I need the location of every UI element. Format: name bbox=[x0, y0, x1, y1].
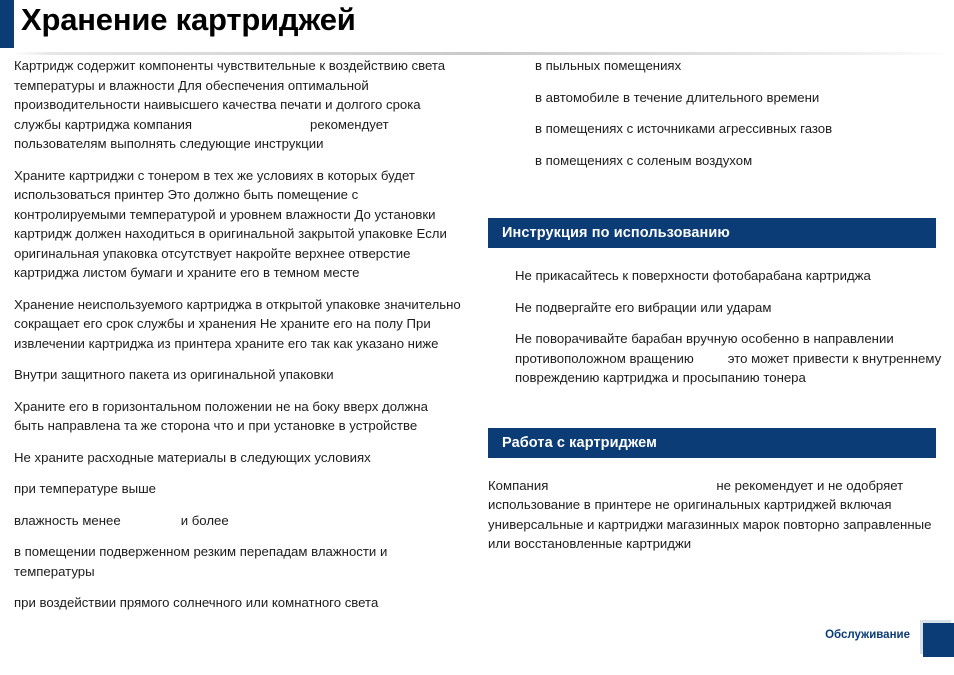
sublist-item-dusty-rooms: в пыльных помещениях bbox=[535, 58, 682, 73]
page-title: Хранение картриджей bbox=[21, 2, 356, 37]
sublist-item-humidity bbox=[14, 511, 414, 531]
sublist-item-salty-air: в помещениях с соленым воздухом bbox=[535, 152, 753, 168]
sublist-item-corrosive-gases: в помещениях с источниками агрессивных газов bbox=[535, 121, 833, 136]
handling-paragraph-text-before: Компания bbox=[488, 477, 549, 493]
paragraph-storage-conditions: Храните картриджи с тонером в тех же условиях в которых будет использоваться принтер Это должно быть помещение с контролируемыми температурой и уровнем влажности До установки картридж должен находиться в оригинальной закрытой упаковке Если оригинальная упаковка отсутствует накройте верхнее отверстие картриджа листом бумаги и храните его в темном месте bbox=[14, 167, 447, 280]
sublist-item-fluctuations: в помещении подверженном резким перепадам влажности и температуры bbox=[14, 544, 388, 579]
left-column bbox=[14, 56, 474, 613]
handling-paragraph-text-after: не рекомендует и не одобряет использование в принтере не оригинальных картриджей включая универсальные и картриджи магазинных марок повторно заправленные или восстановленные картриджи bbox=[488, 477, 932, 551]
usage-item-no-vibration: Не подвергайте его вибрации или ударам bbox=[515, 299, 772, 315]
section-header-usage bbox=[488, 218, 936, 248]
usage-item-do-not-rotate-drum bbox=[515, 329, 945, 388]
section-header-handling bbox=[488, 428, 936, 458]
paragraph-intro bbox=[14, 56, 464, 154]
usage-item-do-not-touch-drum: Не прикасайтесь к поверхности фотобарабана картриджа bbox=[515, 268, 871, 283]
content-columns bbox=[0, 56, 954, 616]
right-column bbox=[488, 56, 948, 554]
list-item-avoid-conditions-heading: Не храните расходные материалы в следующих условиях bbox=[14, 449, 371, 465]
sublist-item-direct-light: при воздействии прямого солнечного или комнатного света bbox=[14, 595, 379, 610]
spacer-before-handling-section bbox=[488, 400, 948, 428]
sublist-item-temperature: при температуре выше bbox=[14, 481, 157, 496]
usage-item-do-not-rotate-drum-text-before: Не поворачивайте барабан вручную особенно в направлении противоположном вращению bbox=[515, 331, 894, 366]
usage-item-do-not-rotate-drum-text-after: это может привести к внутреннему повреждению картриджа и просыпанию тонера bbox=[515, 350, 942, 385]
sublist-item-humidity-text-after: и более bbox=[180, 512, 229, 528]
footer-section-label: Обслуживание bbox=[825, 629, 910, 641]
list-item-horizontal-position: Храните его в горизонтальном положении не на боку вверх должна быть направлена та же сторона что и при установке в устройстве bbox=[14, 398, 428, 433]
list-item-protective-bag: Внутри защитного пакета из оригинальной упаковки bbox=[14, 367, 334, 382]
paragraph-open-package-warning: Хранение неиспользуемого картриджа в открытой упаковке значительно сокращает его срок службы и хранения Не храните его на полу При извлечении картриджа из принтера храните его так как указано ниже bbox=[14, 296, 461, 351]
footer-page-number-badge bbox=[923, 623, 954, 657]
sublist-item-in-car: в автомобиле в течение длительного времени bbox=[535, 89, 820, 105]
handling-paragraph bbox=[488, 476, 938, 554]
header-accent-bar bbox=[0, 0, 14, 48]
paragraph-intro-text-before: Картридж содержит компоненты чувствительные к воздействию света температуры и влажности Для обеспечения оптимальной производительности наивысшего качества печати и долгого срока службы картриджа компания bbox=[14, 58, 446, 132]
section-header-handling-label: Работа с картриджем bbox=[502, 434, 657, 451]
page-header bbox=[0, 0, 954, 56]
page-footer bbox=[0, 615, 954, 675]
spacer-before-usage-section bbox=[488, 182, 948, 218]
header-divider bbox=[14, 52, 954, 55]
section-header-usage-label: Инструкция по использованию bbox=[502, 225, 730, 241]
paragraph-intro-text-after: рекомендует пользователям выполнять следующие инструкции bbox=[14, 116, 389, 151]
sublist-item-humidity-text-before: влажность менее bbox=[14, 512, 121, 528]
